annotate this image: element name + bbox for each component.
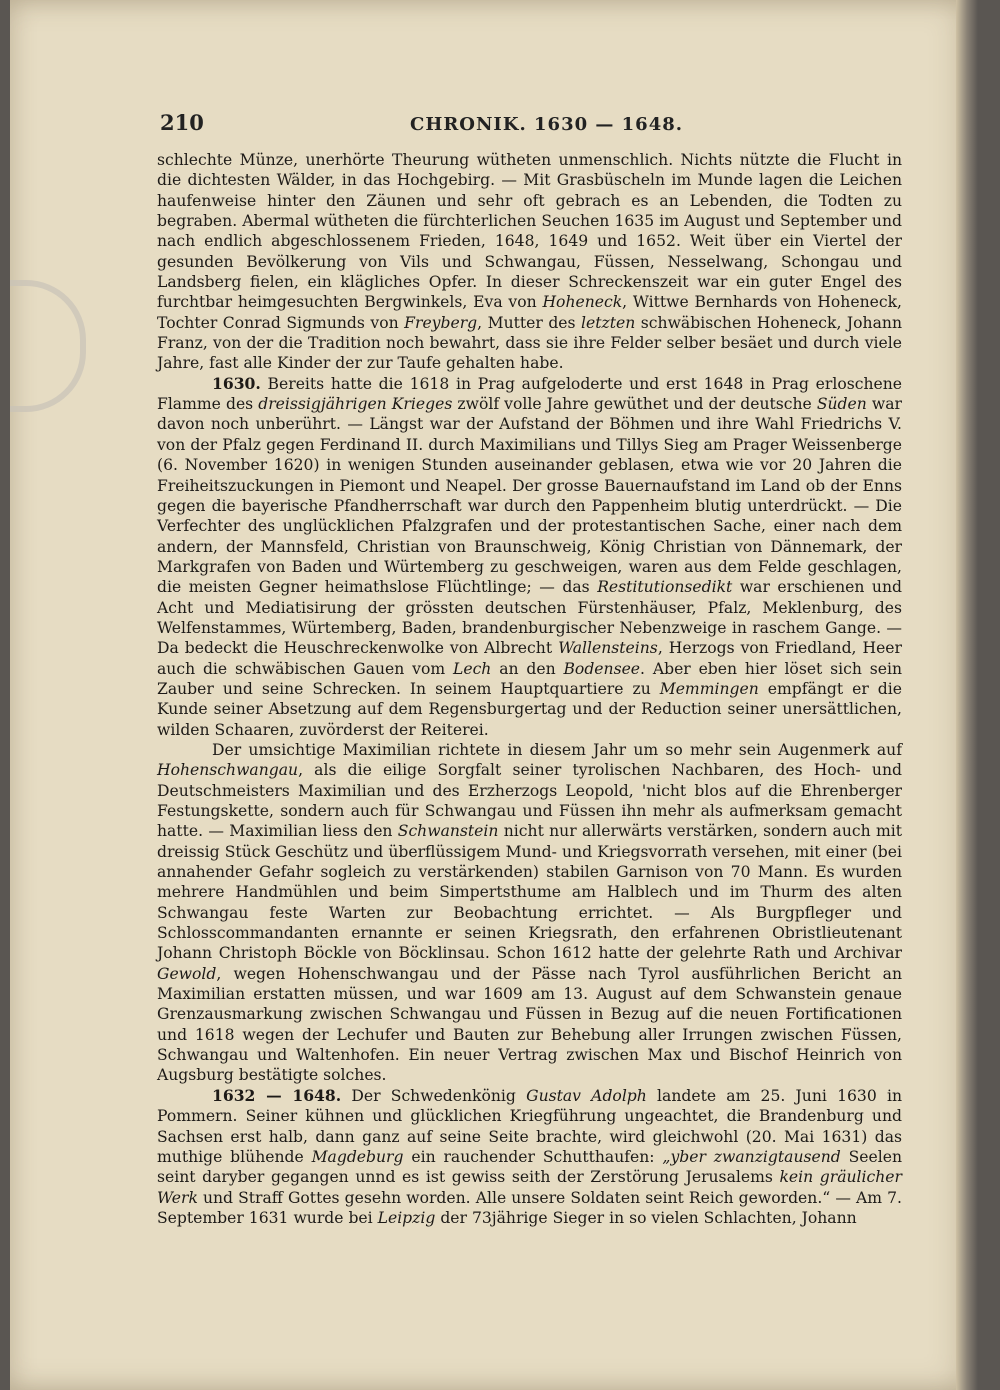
emphasized-text: Hoheneck [542, 293, 623, 312]
text-segment: war erschienen und Acht und Mediatisirung der grössten deutschen Fürstenhäuser, Pfalz, Meklenburg, des Welfenstammes, Würtemberg, Baden, brandenburgischer Nebenzweige in raschem Gange. — Da bedeckt die Heuschreckenwolke von Albrecht [157, 578, 903, 658]
emphasized-text: Wallensteins [558, 639, 658, 658]
emphasized-text: Gustav Adolph [526, 1086, 647, 1105]
emphasized-text: Freyberg [404, 313, 478, 332]
text-segment: empfängt er die Kunde seiner Absetzung auf dem Regensburgertag und der Reduction seiner unersättlichen, wilden Schaaren, zuvörderst der Reiterei. [157, 679, 902, 739]
emphasized-text: Magdeburg [311, 1147, 404, 1166]
emphasized-text: Leipzig [377, 1208, 436, 1227]
text-segment: , wegen Hohenschwangau und der Pässe nach Tyrol ausführlichen Bericht an Maximilian erstatten müssen, und war 1609 am 13. August auf dem Schwanstein genaue Grenzausmarkung zwischen Schwangau und Füssen in Bezug auf die neuen Fortificationen und 1618 wegen der Lechufer und Bauten zur Behebung aller Irrungen zwischen Füssen, Schwangau und Waltenhofen. Ein neuer Vertrag zwischen Max und Bischof Heinrich von Augsburg bestätigte solches. [157, 964, 902, 1085]
text-segment: an den [491, 659, 564, 678]
paragraph [157, 740, 902, 1086]
emphasized-text: Memmingen [659, 679, 759, 698]
emphasized-text: dreissigjährigen Krieges [258, 395, 453, 414]
emphasized-text: Lech [452, 659, 492, 678]
text-segment: und Straff Gottes gesehn worden. Alle unsere Soldaten seint Reich geworden.“ — Am 7. September 1631 wurde bei [157, 1188, 902, 1227]
text-segment: der 73jährige Sieger in so vielen Schlachten, Johann [435, 1208, 857, 1227]
text-segment: . Aber eben hier löset sich sein Zauber und seine Schrecken. In seinem Hauptquartiere zu [157, 659, 903, 698]
emphasized-text: Süden [816, 395, 867, 414]
emphasized-text: Restitutionsedikt [597, 578, 733, 597]
emphasized-text: letzten [581, 313, 636, 332]
text-segment: ein rauchender Schutthaufen: [403, 1147, 663, 1166]
emphasized-text: Hohenschwangau [157, 761, 299, 780]
year-heading: 1632 — 1648. [212, 1085, 342, 1105]
paragraph [157, 374, 902, 740]
text-segment: zwölf volle Jahre gewüthet und der deutsche [452, 395, 817, 414]
text-segment: nicht nur allerwärts verstärken, sondern auch mit dreissig Stück Geschütz und überflüssigem Mund- und Kriegsvorrath versehen, mit einer (bei annahender Gefahr sogleich zu verstärkenden) stabilen Garnison von 70 Mann. Es wurden mehrere Handmühlen und beim Simpertsthume am Halblech und im Thurm des alten Schwangau feste Warten zur Beobachtung errichtet. — Als Burgpfleger und Schlosscommandanten ernannte er seinen Kriegsrath, den erfahrenen Obristlieutenant Johann Christoph Böckle von Böcklinsau. Schon 1612 hatte der gelehrte Rath und Archivar [157, 822, 902, 963]
page-number: 210 [160, 110, 204, 135]
emphasized-text: kein gräulicher Werk [157, 1168, 902, 1207]
text-segment: Bereits hatte die 1618 in Prag aufgeloderte und erst 1648 in Prag erloschene Flamme des [157, 374, 902, 414]
text-segment: Der Schwedenkönig [341, 1086, 527, 1105]
text-segment: landete am 25. Juni 1630 in Pommern. Seiner kühnen und glücklichen Kriegführung ungeachtet, die Brandenburg und Sachsen erst halb, dann ganz auf seine Seite brachte, wird gleichwohl (20. Mai 1631) das muthige blühende [157, 1086, 903, 1166]
running-head: CHRONIK. 1630 — 1648. [410, 114, 684, 135]
book-page [10, 0, 978, 1390]
paragraph [157, 1086, 902, 1228]
text-segment: , Mutter des [477, 313, 582, 332]
text-segment: Seelen seint daryber gegangen unnd es ist gewiss seith der Zerstörung Jerusalems [157, 1147, 902, 1187]
text-segment: Der umsichtige Maximilian richtete in diesem Jahr um so mehr sein Augenmerk auf [212, 740, 902, 759]
emphasized-text: „yber zwanzigtausend [662, 1147, 841, 1166]
page-header [160, 110, 905, 142]
emphasized-text: Gewold [157, 964, 217, 983]
emphasized-text: Bodensee [563, 659, 641, 678]
book-spine [956, 0, 978, 1390]
text-segment: war davon noch unberührt. — Längst war der Aufstand der Böhmen und ihre Wahl Friedrichs V. von der Pfalz gegen Ferdinand II. durch Maximilians und Tillys Sieg am Prager Weissenberge (6. November 1620) in wenigen Stunden auseinander geblasen, etwa wie vor 20 Jahren die Freiheitszuckungen in Piemont und Neapel. Der grosse Bauernaufstand im Land ob der Enns gegen die bayerische Pfandherrschaft war durch den Pappenheim blutig unterdrückt. — Die Verfechter des unglücklichen Pfalzgrafen und der protestantischen Sache, einer nach dem andern, der Mannsfeld, Christian von Braunschweig, König Christian von Dännemark, der Markgrafen von Baden und Würtemberg zu geschweigen, waren aus dem Felde geschlagen, die meisten Gegner heimathslose Flüchtlinge; — das [157, 395, 902, 597]
paragraph [157, 150, 902, 374]
text-segment: , als die eilige Sorgfalt seiner tyrolischen Nachbaren, des Hoch- und Deutschmeisters Maximilian und des Erzherzogs Leopold, 'nicht blos auf die Ehrenberger Festungskette, sondern auch für Schwangau und Füssen ihn mehr als aufmerksam gemacht hatte. — Maximilian liess den [157, 761, 902, 841]
text-segment: schlechte Münze, unerhörte Theurung wütheten unmenschlich. Nichts nützte die Flucht in die dichtesten Wälder, in das Hochgebirg. — Mit Grasbüscheln im Munde lagen die Leichen haufenweise hinter den Zäunen und sehr oft gebrach es an Lebenden, die Todten zu begraben. Abermal wütheten die fürchterlichen Seuchen 1635 im August und September und nach endlich abgeschlossenem Frieden, 1648, 1649 und 1652. Weit über ein Viertel der gesunden Bevölkerung von Vils und Schwangau, Füssen, Nesselwang, Schongau und Landsberg fielen, ein klägliches Opfer. In dieser Schreckenszeit war ein guter Engel des furchtbar heimgesuchten Bergwinkels, Eva von [157, 151, 902, 312]
text-segment: schwäbischen Hoheneck, Johann Franz, von der die Tradition noch bewahrt, dass sie ihre Felder selber besäet und durch viele Jahre, fast alle Kinder der zur Taufe gehalten habe. [157, 313, 902, 373]
text-segment: , Wittwe Bernhards von Hoheneck, Tochter Conrad Sigmunds von [157, 293, 902, 332]
emphasized-text: Schwanstein [397, 822, 499, 841]
paper-clip-shadow [10, 280, 86, 412]
body-text [157, 150, 902, 1228]
text-segment: , Herzogs von Friedland, Heer auch die schwäbischen Gauen vom [157, 639, 902, 678]
year-heading: 1630. [212, 373, 261, 393]
